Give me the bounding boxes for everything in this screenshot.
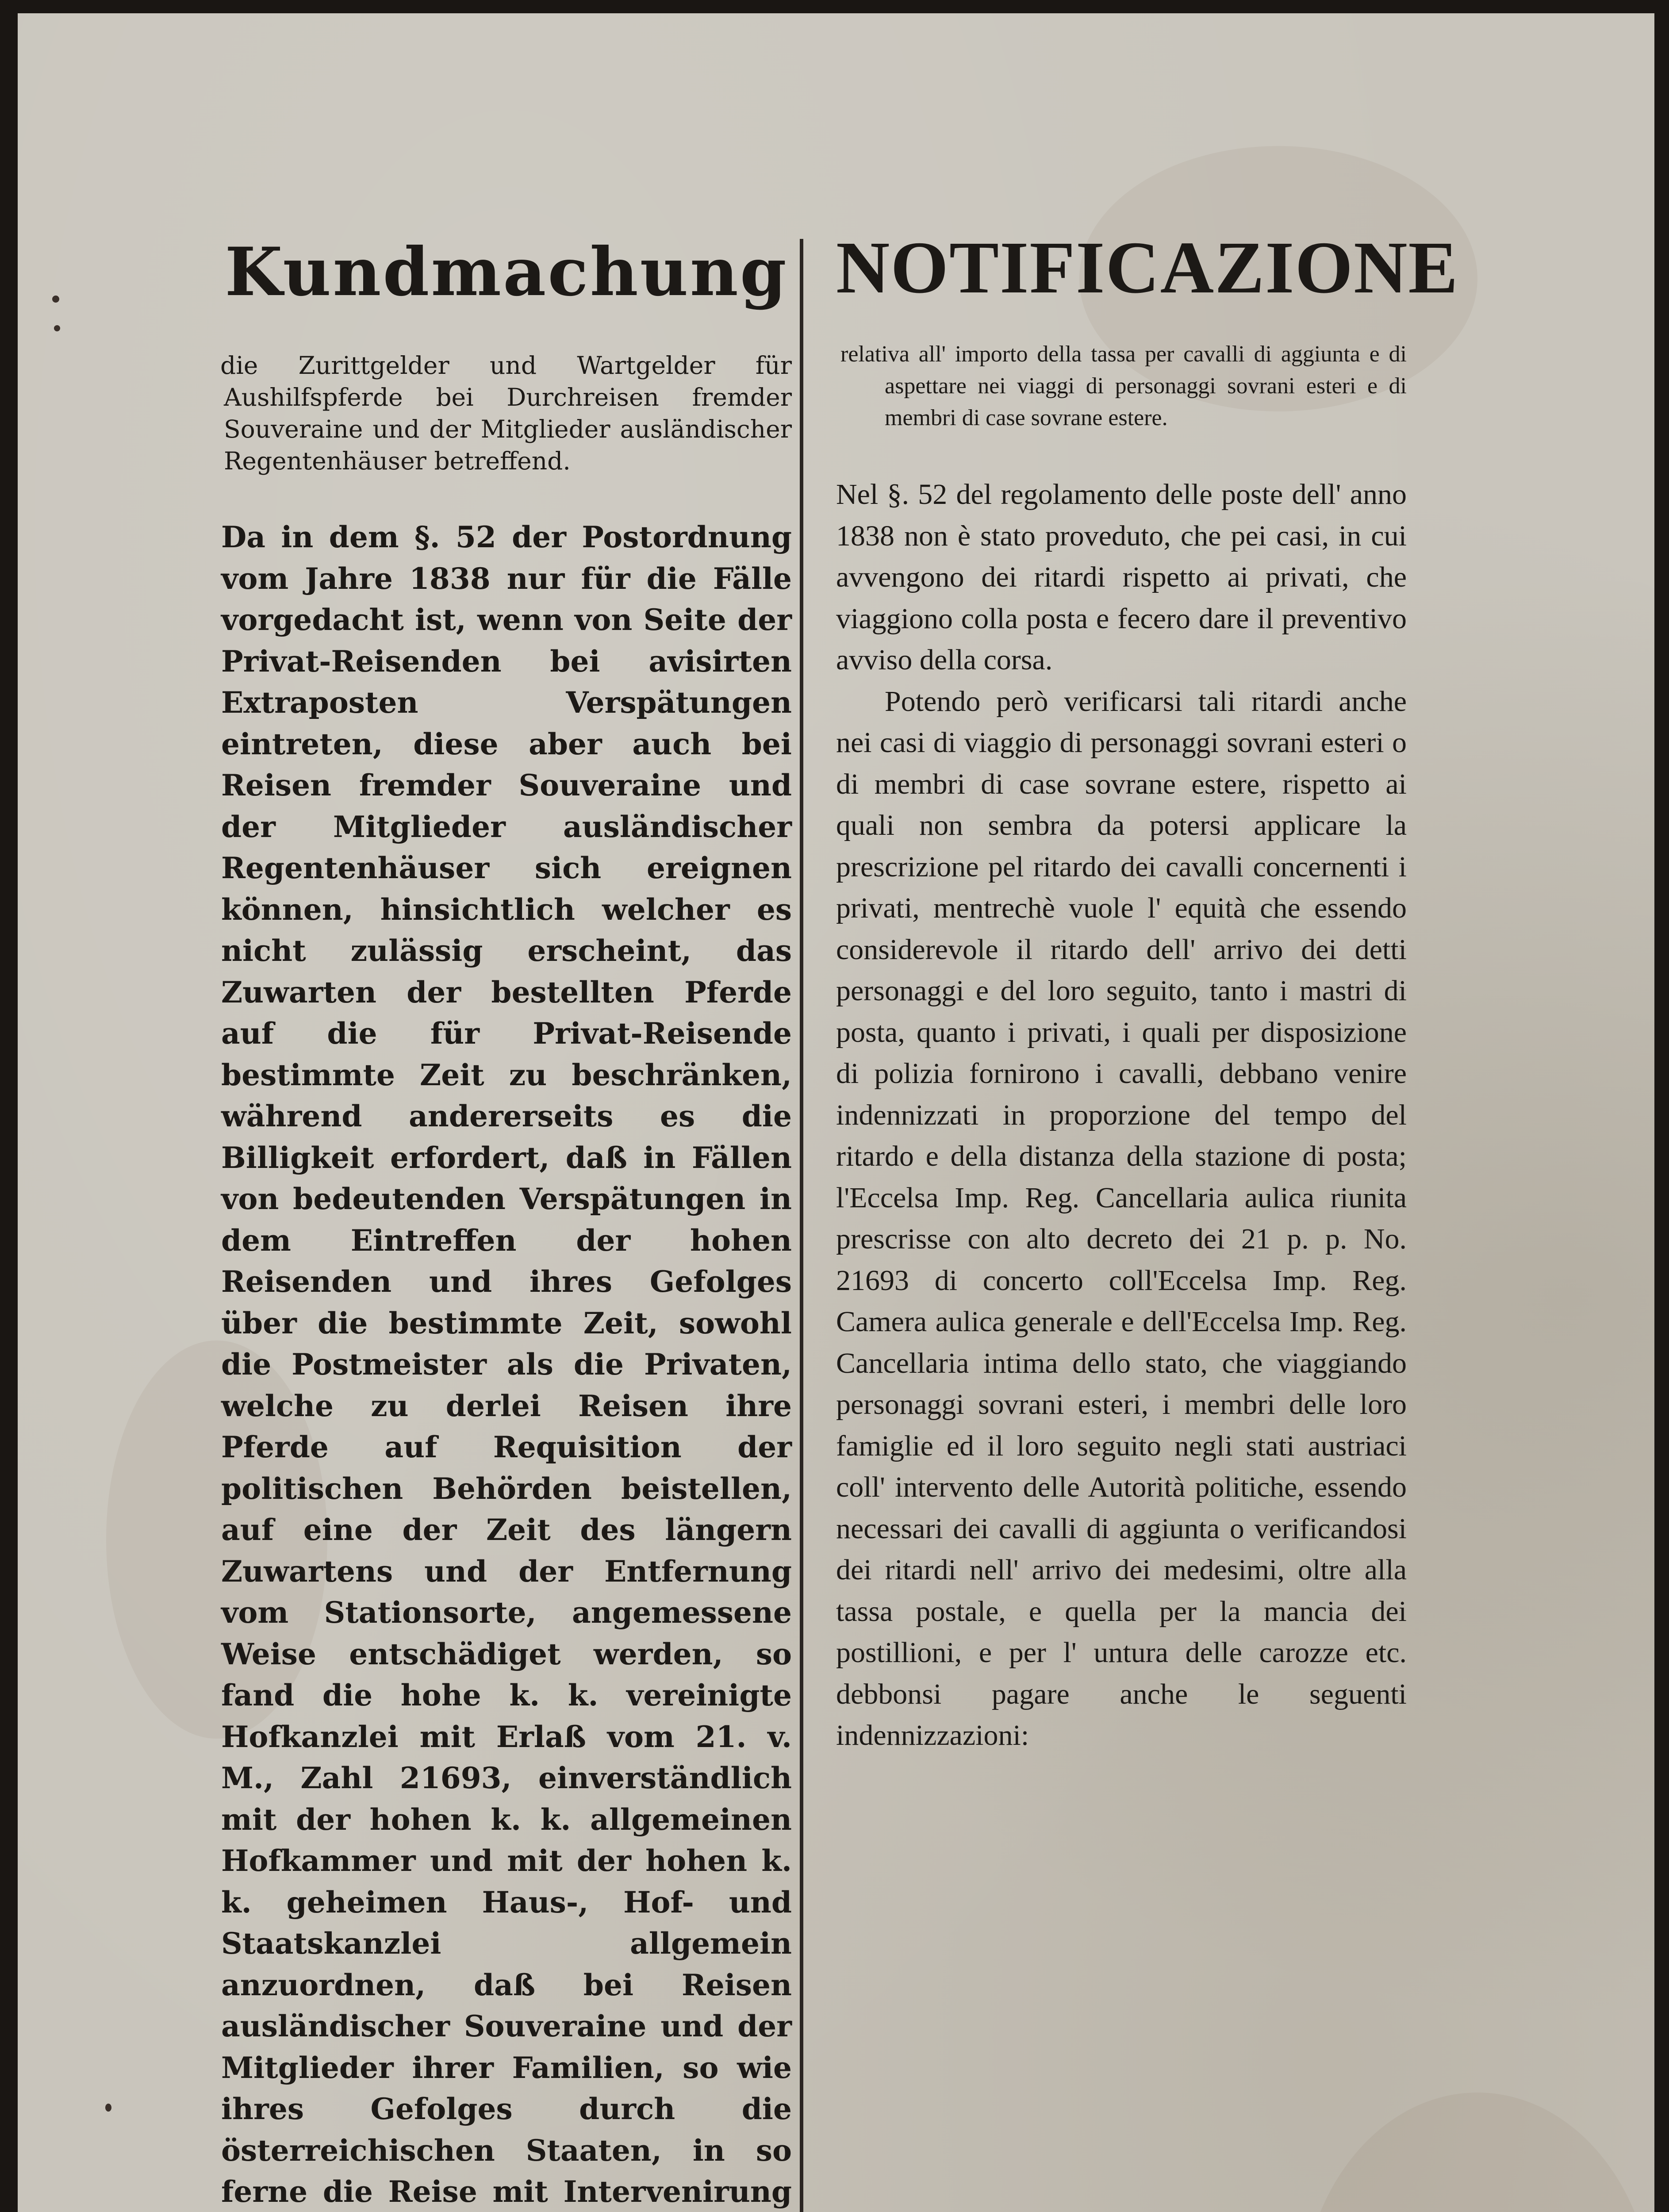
italian-subtitle: relativa all' importo della tassa per cavalli di aggiunta e di aspettare nei viaggi di personaggi sovrani esteri e di membri di case sovrane estere. (840, 342, 1407, 430)
german-title: Kundmachung (225, 233, 788, 311)
margin-mark (52, 296, 59, 303)
paper-stain (1301, 2093, 1654, 2212)
german-subtitle: die Zurittgelder und Wartgelder für Aushilfspferde bei Durchreisen fremder Souveraine und der Mitglieder ausländischer Regentenhäuser betreffend. (220, 351, 792, 475)
italian-column (836, 223, 1459, 1756)
italian-title: NOTIFICAZIONE (836, 227, 1459, 309)
italian-paragraph-2: Potendo però verificarsi tali ritardi anche nei casi di viaggio di personaggi sovrani esteri o di membri di case sovrane estere, rispetto ai quali non sembra da potersi applicare la prescrizione pel ritardo dei cavalli concernenti i privati, mentrechè vuole l' equità che essendo considerevole il ritardo dell' arrivo dei detti personaggi e del loro seguito, tanto i mastri di posta, quanto i privati, i quali per disposizione di polizia fornirono i cavalli, debbano venire indennizzati in proporzione del tempo del ritardo e della distanza della stazione di posta; l'Eccelsa Imp. Reg. Cancellaria aulica riunita prescrisse con alto decreto dei 21 p. p. No. 21693 di concerto coll'Eccelsa Imp. Reg. Camera aulica generale e dell'Eccelsa Imp. Reg. Cancellaria intima dello stato, che viaggiando personaggi sovrani esteri, i membri delle loro famiglie ed il loro seguito negli stati austriaci coll' intervento delle Autorità politiche, essendo necessari dei cavalli di aggiunta o verificandosi dei ritardi nell' arrivo dei medesimi, oltre alla tassa postale, e quella per la mancia dei postillioni, e per l' untura delle carozze etc. debbonsi pagare anche le seguenti indennizzazioni: (836, 685, 1407, 1751)
german-column (221, 230, 792, 2212)
column-divider (800, 239, 803, 2212)
italian-paragraph-1: Nel §. 52 del regolamento delle poste dell' anno 1838 non è stato proveduto, che pei casi, in cui avvengono dei ritardi rispetto ai privati, che viaggiono colla posta e fecero dare il preventivo avviso della corsa. (836, 478, 1407, 676)
margin-mark (105, 2104, 111, 2112)
margin-mark (54, 325, 60, 331)
german-body: Da in dem §. 52 der Postordnung vom Jahre 1838 nur für die Fälle vorgedacht ist, wenn von Seite der Privat-Reisenden bei avisirten Extraposten Verspätungen eintreten, diese aber auch bei Reisen fremder Souveraine und der Mitglieder ausländischer Regentenhäuser sich ereignen können, hinsichtlich welcher es nicht zulässig erscheint, das Zuwarten der bestellten Pferde auf die für Privat-Reisende bestimmte Zeit zu beschränken, während andererseits es die Billigkeit erfordert, daß in Fällen von bedeutenden Verspätungen in dem Eintreffen der hohen Reisenden und ihres Gefolges über die bestimmte Zeit, sowohl die Postmeister als die Privaten, welche zu derlei Reisen ihre Pferde auf Requisition der politischen Behörden beistellen, auf eine der Zeit des längern Zuwartens und der Entfernung vom Stationsorte, angemessene Weise entschädiget werden, so fand die hohe k. k. vereinigte Hofkanzlei mit Erlaß vom 21. v. M., Zahl 21693, einverständlich mit der hohen k. k. allgemeinen Hofkammer und mit der hohen k. k. geheimen Haus-, Hof- und Staatskanzlei allgemein anzuordnen, daß bei Reisen ausländischer Souveraine und der Mitglieder ihrer Familien, so wie ihres Gefolges durch die österreichischen Staaten, in so ferne die Reise mit Intervenirung (221, 520, 792, 2209)
